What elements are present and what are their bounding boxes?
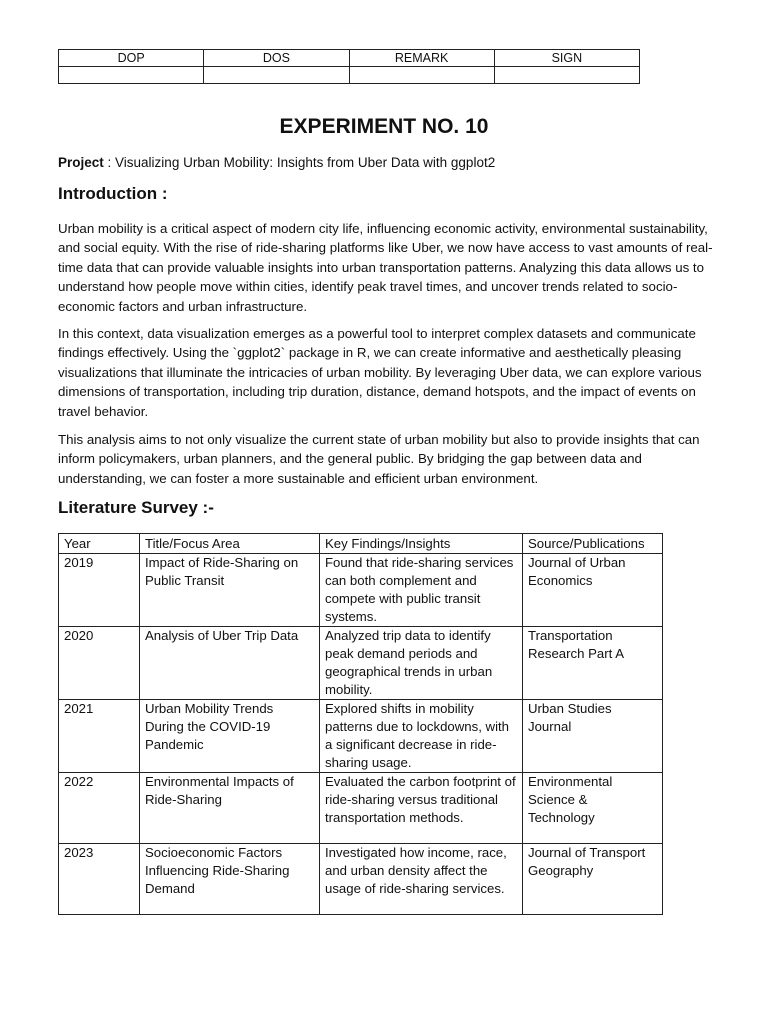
cell-source: Journal of Urban Economics — [523, 554, 663, 627]
cell-source: Transportation Research Part A — [523, 627, 663, 700]
cell-year: 2022 — [59, 773, 140, 844]
signoff-cell-remark — [349, 67, 494, 84]
intro-paragraph-2: In this context, data visualization emerges as a powerful tool to interpret complex datasets and communicate findings effectively. Using the `ggplot2` package in R, we can create informative and aesthetically pleasing visualizations that illuminate the intricacies of urban mobility. By leveraging Uber data, we can explore various dimensions of transportation, including trip duration, distance, demand hotspots, and the impact of events on travel behavior. — [58, 326, 702, 419]
signoff-header-remark: REMARK — [349, 50, 494, 67]
col-header-title: Title/Focus Area — [140, 534, 320, 554]
cell-findings: Investigated how income, race, and urban density affect the usage of ride-sharing services. — [320, 844, 523, 915]
cell-year: 2019 — [59, 554, 140, 627]
col-header-source: Source/Publications — [523, 534, 663, 554]
cell-title: Environmental Impacts of Ride-Sharing — [140, 773, 320, 844]
table-row — [59, 700, 663, 773]
signoff-cell-sign — [494, 67, 639, 84]
project-label: Project — [58, 155, 104, 170]
page-title: EXPERIMENT NO. 10 — [279, 115, 489, 138]
intro-paragraph-1: Urban mobility is a critical aspect of modern city life, influencing economic activity, environmental sustainability, and social equity. With the rise of ride-sharing platforms like Uber, we now have access to vast amounts of real-time data that can provide valuable insights into urban transportation patterns. Analyzing this data allows us to understand how people move within cities, identify peak travel times, and uncover trends related to socio-economic factors and urban infrastructure. — [58, 221, 713, 314]
signoff-header-dop: DOP — [59, 50, 204, 67]
table-row — [59, 844, 663, 915]
signoff-table — [58, 49, 640, 84]
intro-paragraph-3: This analysis aims to not only visualize the current state of urban mobility but also to provide insights that can inform policymakers, urban planners, and the general public. By bridging the gap between data and understanding, we can foster a more sustainable and efficient urban environment. — [58, 432, 700, 486]
cell-findings: Explored shifts in mobility patterns due to lockdowns, with a significant decrease in ride-sharing usage. — [320, 700, 523, 773]
signoff-cell-dos — [204, 67, 349, 84]
cell-title: Impact of Ride-Sharing on Public Transit — [140, 554, 320, 627]
cell-title: Urban Mobility Trends During the COVID-19 Pandemic — [140, 700, 320, 773]
signoff-blank-row — [59, 67, 640, 84]
cell-findings: Evaluated the carbon footprint of ride-sharing versus traditional transportation methods. — [320, 773, 523, 844]
signoff-header-row — [59, 50, 640, 67]
cell-year: 2023 — [59, 844, 140, 915]
col-header-year: Year — [59, 534, 140, 554]
cell-title: Analysis of Uber Trip Data — [140, 627, 320, 700]
signoff-header-sign: SIGN — [494, 50, 639, 67]
cell-source: Journal of Transport Geography — [523, 844, 663, 915]
project-line — [58, 155, 718, 170]
literature-table — [58, 533, 663, 915]
literature-heading: Literature Survey :- — [58, 498, 214, 517]
table-row — [59, 554, 663, 627]
literature-header-row — [59, 534, 663, 554]
cell-year: 2021 — [59, 700, 140, 773]
cell-source: Environmental Science & Technology — [523, 773, 663, 844]
signoff-header-dos: DOS — [204, 50, 349, 67]
project-text: : Visualizing Urban Mobility: Insights from Uber Data with ggplot2 — [103, 155, 496, 170]
cell-findings: Found that ride-sharing services can both complement and compete with public transit systems. — [320, 554, 523, 627]
cell-source: Urban Studies Journal — [523, 700, 663, 773]
signoff-cell-dop — [59, 67, 204, 84]
cell-title: Socioeconomic Factors Influencing Ride-Sharing Demand — [140, 844, 320, 915]
introduction-heading: Introduction : — [58, 184, 168, 203]
table-row — [59, 773, 663, 844]
cell-year: 2020 — [59, 627, 140, 700]
table-row — [59, 627, 663, 700]
col-header-findings: Key Findings/Insights — [320, 534, 523, 554]
cell-findings: Analyzed trip data to identify peak demand periods and geographical trends in urban mobility. — [320, 627, 523, 700]
